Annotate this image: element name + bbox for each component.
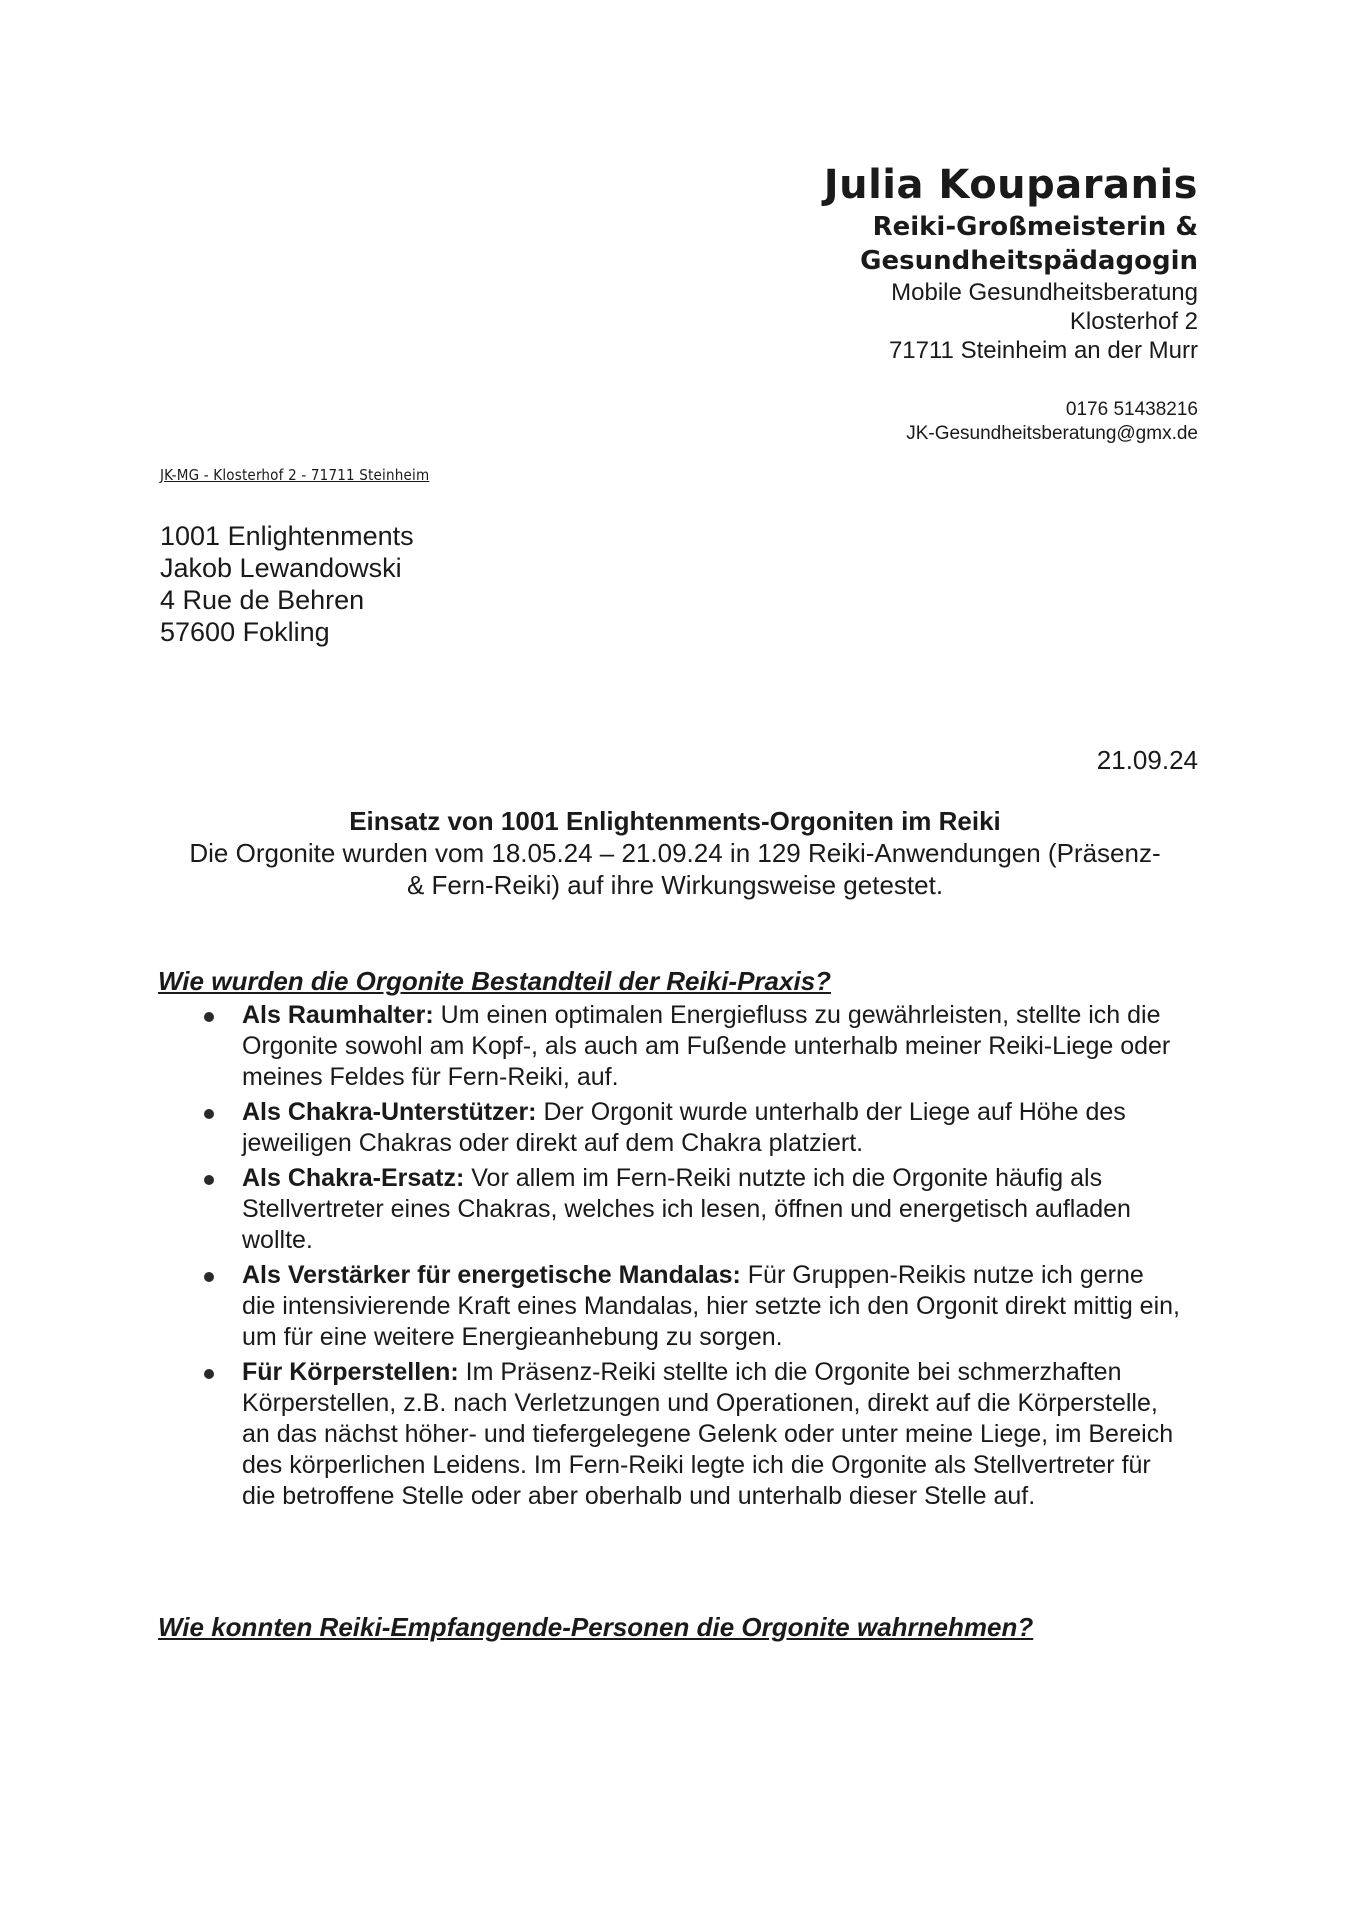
item-label: Als Chakra-Unterstützer:: [242, 1098, 537, 1126]
recipient-block: [160, 520, 414, 648]
item-label: Als Chakra-Ersatz:: [242, 1164, 465, 1192]
item-text: Für Gruppen-Reikis nutze ich gerne die intensivierende Kraft eines Mandalas, hier setzte ich den Orgonit direkt mittig ein, um für eine weitere Energieanhebung zu sorgen.: [242, 1261, 1180, 1351]
recipient-street: 4 Rue de Behren: [160, 585, 365, 615]
subject-line-2: & Fern-Reiki) auf ihre Wirkungsweise getestet.: [406, 870, 944, 900]
list-item: [200, 1357, 1180, 1512]
bullet-icon: [204, 1109, 214, 1119]
bullet-icon: [204, 1012, 214, 1022]
recipient-person: Jakob Lewandowski: [160, 553, 402, 583]
bullet-icon: [204, 1175, 214, 1185]
list-item: [200, 1097, 1180, 1159]
recipient-company: 1001 Enlightenments: [160, 521, 414, 551]
item-label: Als Raumhalter:: [242, 1001, 434, 1029]
sender-contact: [678, 398, 1198, 446]
bullet-icon: [204, 1272, 214, 1282]
recipient-city: 57600 Fokling: [160, 617, 330, 647]
item-text: Um einen optimalen Energiefluss zu gewährleisten, stellte ich die Orgonite sowohl am Kopf-, als auch am Fußende unterhalb meiner Reiki-Liege oder meines Feldes für Fern-Reiki, auf.: [242, 1001, 1171, 1091]
item-text: Der Orgonit wurde unterhalb der Liege auf Höhe des jeweiligen Chakras oder direkt auf dem Chakra platziert.: [242, 1098, 1126, 1157]
sender-street: Klosterhof 2: [1069, 308, 1198, 335]
letter-date: 21.09.24: [1096, 745, 1198, 775]
subject-block: [150, 805, 1200, 901]
usage-list: [200, 1000, 1180, 1516]
bullet-icon: [204, 1369, 214, 1379]
section-heading-praxis: Wie wurden die Orgonite Bestandteil der Reiki-Praxis?: [158, 966, 832, 996]
item-text: Im Präsenz-Reiki stellte ich die Orgonite bei schmerzhaften Körperstellen, z.B. nach Verletzungen und Operationen, direkt auf die Körperstelle, an das nächst höher- und tiefergelegene Gelenk oder unter meine Liege, im Bereich des körperlichen Leidens. Im Fern-Reiki legte ich die Orgonite als Stellvertreter für die betroffene Stelle oder aber oberhalb und unterhalb dieser Stelle auf.: [242, 1358, 1174, 1510]
sender-block: [678, 160, 1198, 365]
list-item: [200, 1163, 1180, 1256]
item-label: Für Körperstellen:: [242, 1358, 459, 1386]
item-label: Als Verstärker für energetische Mandalas:: [242, 1261, 741, 1289]
subject-line-1: Die Orgonite wurden vom 18.05.24 – 21.09.24 in 129 Reiki-Anwendungen (Präsenz-: [189, 838, 1161, 868]
subject-heading: Einsatz von 1001 Enlightenments-Orgoniten im Reiki: [349, 806, 1001, 836]
sender-business: Mobile Gesundheitsberatung: [891, 279, 1198, 306]
return-address-line: JK-MG - Klosterhof 2 - 71711 Steinheim: [160, 466, 430, 484]
item-text: Vor allem im Fern-Reiki nutzte ich die Orgonite häufig als Stellvertreter eines Chakras, welches ich lesen, öffnen und energetisch aufladen wollte.: [242, 1164, 1131, 1254]
section-heading-perception: Wie konnten Reiki-Empfangende-Personen die Orgonite wahrnehmen?: [158, 1612, 1034, 1642]
sender-city: 71711 Steinheim an der Murr: [888, 337, 1198, 364]
sender-phone: 0176 51438216: [1065, 399, 1198, 420]
list-item: [200, 1260, 1180, 1353]
list-item: [200, 1000, 1180, 1093]
sender-email: JK-Gesundheitsberatung@gmx.de: [906, 423, 1198, 444]
sender-title-2: Gesundheitspädagogin: [860, 246, 1198, 276]
sender-title-1: Reiki-Großmeisterin &: [872, 212, 1198, 242]
sender-name: Julia Kouparanis: [823, 162, 1198, 208]
